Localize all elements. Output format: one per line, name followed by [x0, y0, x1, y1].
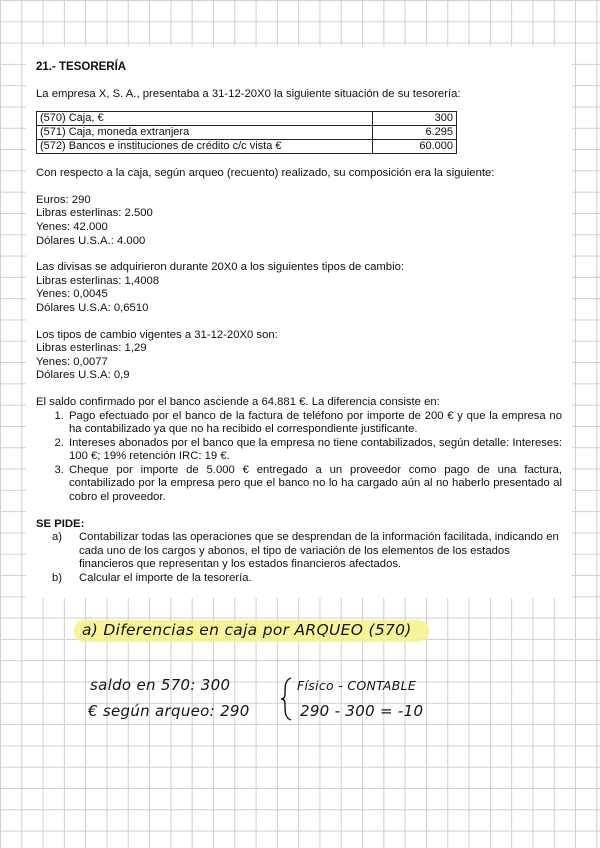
- arqueo-list: [36, 194, 562, 248]
- table-row: [37, 126, 457, 140]
- brace-mark: [279, 676, 293, 722]
- list-item: 1. Pago efectuado por el banco de la factura de teléfono por importe de 200 € y que la empresa no ha contabilizado ya que no ha recibido el correspondiente justificante.: [67, 410, 562, 437]
- list-item: [52, 572, 562, 586]
- acquired-rates: [36, 261, 562, 315]
- list-item: Yenes: 42.000: [36, 220, 108, 233]
- notes-line2: € según arqueo: 290: [88, 702, 250, 720]
- list-item: Libras esterlinas: 1,4008: [36, 274, 160, 287]
- se-pide-heading: SE PIDE:: [36, 517, 85, 530]
- arqueo-intro: Con respecto a la caja, según arqueo (recuento) realizado, su composición era la siguiente:: [36, 167, 495, 180]
- requirement-text: Calcular el importe de la tesorería.: [79, 572, 252, 585]
- table-row: [37, 112, 457, 126]
- current-intro: Los tipos de cambio vigentes a 31-12-20X0 son:: [36, 328, 278, 341]
- intro-text: La empresa X, S. A., presentaba a 31-12-20X0 la siguiente situación de su tesorería:: [36, 87, 461, 100]
- table-row: [37, 140, 457, 154]
- list-item: Yenes: 0,0045: [36, 288, 108, 301]
- bank-intro: El saldo confirmado por el banco asciende a 64.881 €. La diferencia consiste en:: [36, 395, 440, 408]
- balance-table: [36, 111, 457, 154]
- list-item: Euros: 290: [36, 193, 91, 206]
- amount-cell: 60.000: [373, 140, 457, 154]
- list-item: [52, 531, 562, 572]
- exercise-title: 21.- TESORERÍA: [36, 61, 127, 73]
- list-item: 3. Cheque por importe de 5.000 € entregado a un proveedor como pago de una factura, contabilizado por la empresa pero que el banco no lo ha cargado aún al no haberlo presentado al cobro el proveedor.: [67, 464, 562, 505]
- amount-cell: 300: [373, 112, 457, 126]
- list-item: 2. Intereses abonados por el banco que la empresa no tiene contabilizados, según detalle: Intereses: 100 €; 19% retención IRC: 19 €.: [67, 437, 562, 464]
- requirement-label: a): [52, 531, 63, 544]
- account-cell: (572) Bancos e instituciones de crédito c/c vista €: [37, 140, 373, 154]
- account-cell: (571) Caja, moneda extranjera: [37, 126, 373, 140]
- exercise-content: [36, 61, 562, 586]
- acquired-intro: Las divisas se adquirieron durante 20X0 a los siguientes tipos de cambio:: [36, 261, 404, 274]
- operations-list: [36, 410, 562, 505]
- requirement-label: b): [52, 572, 63, 585]
- list-item: Libras esterlinas: 2.500: [36, 207, 153, 220]
- list-item: Yenes: 0,0077: [36, 355, 108, 368]
- requirements-list: [36, 531, 562, 585]
- formula-title: Físico - CONTABLE: [297, 678, 417, 693]
- notes-line1: saldo en 570: 300: [90, 676, 231, 694]
- list-item: Dólares U.S.A: 0,6510: [36, 301, 149, 314]
- amount-cell: 6.295: [373, 126, 457, 140]
- exercise-sheet: [26, 46, 572, 598]
- requirement-text: Contabilizar todas las operaciones que se desprendan de la información facilitada, indicando en cada uno de los cargos y abonos, el tipo de variación de los elementos de los estados financieros que representan y los estados financieros afectados.: [79, 531, 559, 571]
- formula: 290 - 300 = -10: [300, 702, 424, 720]
- list-item: Dólares U.S.A.: 4.000: [36, 234, 146, 247]
- notes-heading: a) Diferencias en caja por ARQUEO (570): [82, 621, 412, 639]
- list-item: Libras esterlinas: 1,29: [36, 342, 147, 355]
- account-cell: (570) Caja, €: [37, 112, 373, 126]
- list-item: Dólares U.S.A: 0,9: [36, 369, 130, 382]
- current-rates: [36, 329, 562, 383]
